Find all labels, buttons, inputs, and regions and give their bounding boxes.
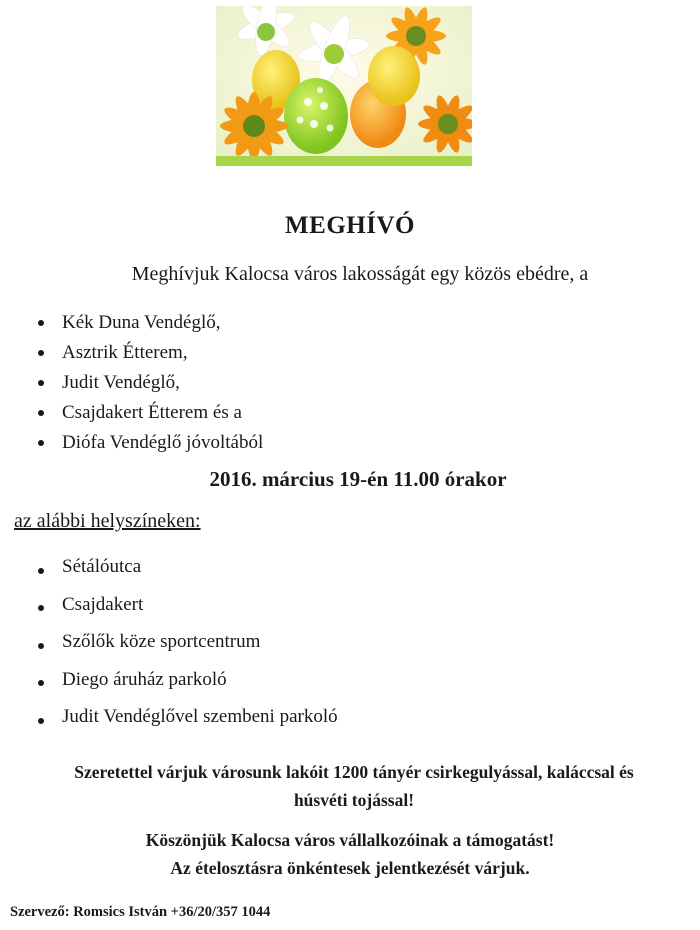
places-heading: az alábbi helyszíneken: <box>14 510 201 532</box>
volunteer-line: Az ételosztásra önkéntesek jelentkezését várjuk. <box>170 858 530 878</box>
organizer-contact: Szervező: Romsics István +36/20/357 1044 <box>10 904 271 920</box>
list-item: Csajdakert Étterem és a <box>38 398 263 428</box>
thanks-line: Köszönjük Kalocsa város vállalkozóinak a támogatást! <box>145 830 555 850</box>
thanks-paragraph <box>0 826 700 882</box>
welcome-line: húsvéti tojással! <box>293 790 415 810</box>
event-date: 2016. március 19-én 11.00 órakor <box>209 467 507 491</box>
easter-eggs-flowers-illustration <box>216 6 472 166</box>
welcome-paragraph <box>10 758 698 814</box>
list-item: Diego áruház parkoló <box>38 665 338 703</box>
list-item: Csajdakert <box>38 590 338 628</box>
list-item: Judit Vendéglő, <box>38 368 263 398</box>
list-item: Diófa Vendéglő jóvoltából <box>38 428 263 458</box>
places-list <box>38 552 338 740</box>
list-item: Judit Vendéglővel szembeni parkoló <box>38 702 338 740</box>
list-item: Asztrik Étterem, <box>38 338 263 368</box>
list-item: Szőlők köze sportcentrum <box>38 627 338 665</box>
intro-text: Meghívjuk Kalocsa város lakosságát egy közös ebédre, a <box>131 263 589 285</box>
hosts-list <box>38 308 263 458</box>
welcome-line: Szeretettel várjuk városunk lakóit 1200 tányér csirkegulyással, kaláccsal és <box>74 762 634 782</box>
page-title: MEGHÍVÓ <box>285 212 415 239</box>
list-item: Sétálóutca <box>38 552 338 590</box>
list-item: Kék Duna Vendéglő, <box>38 308 263 338</box>
easter-banner-image <box>216 6 472 166</box>
